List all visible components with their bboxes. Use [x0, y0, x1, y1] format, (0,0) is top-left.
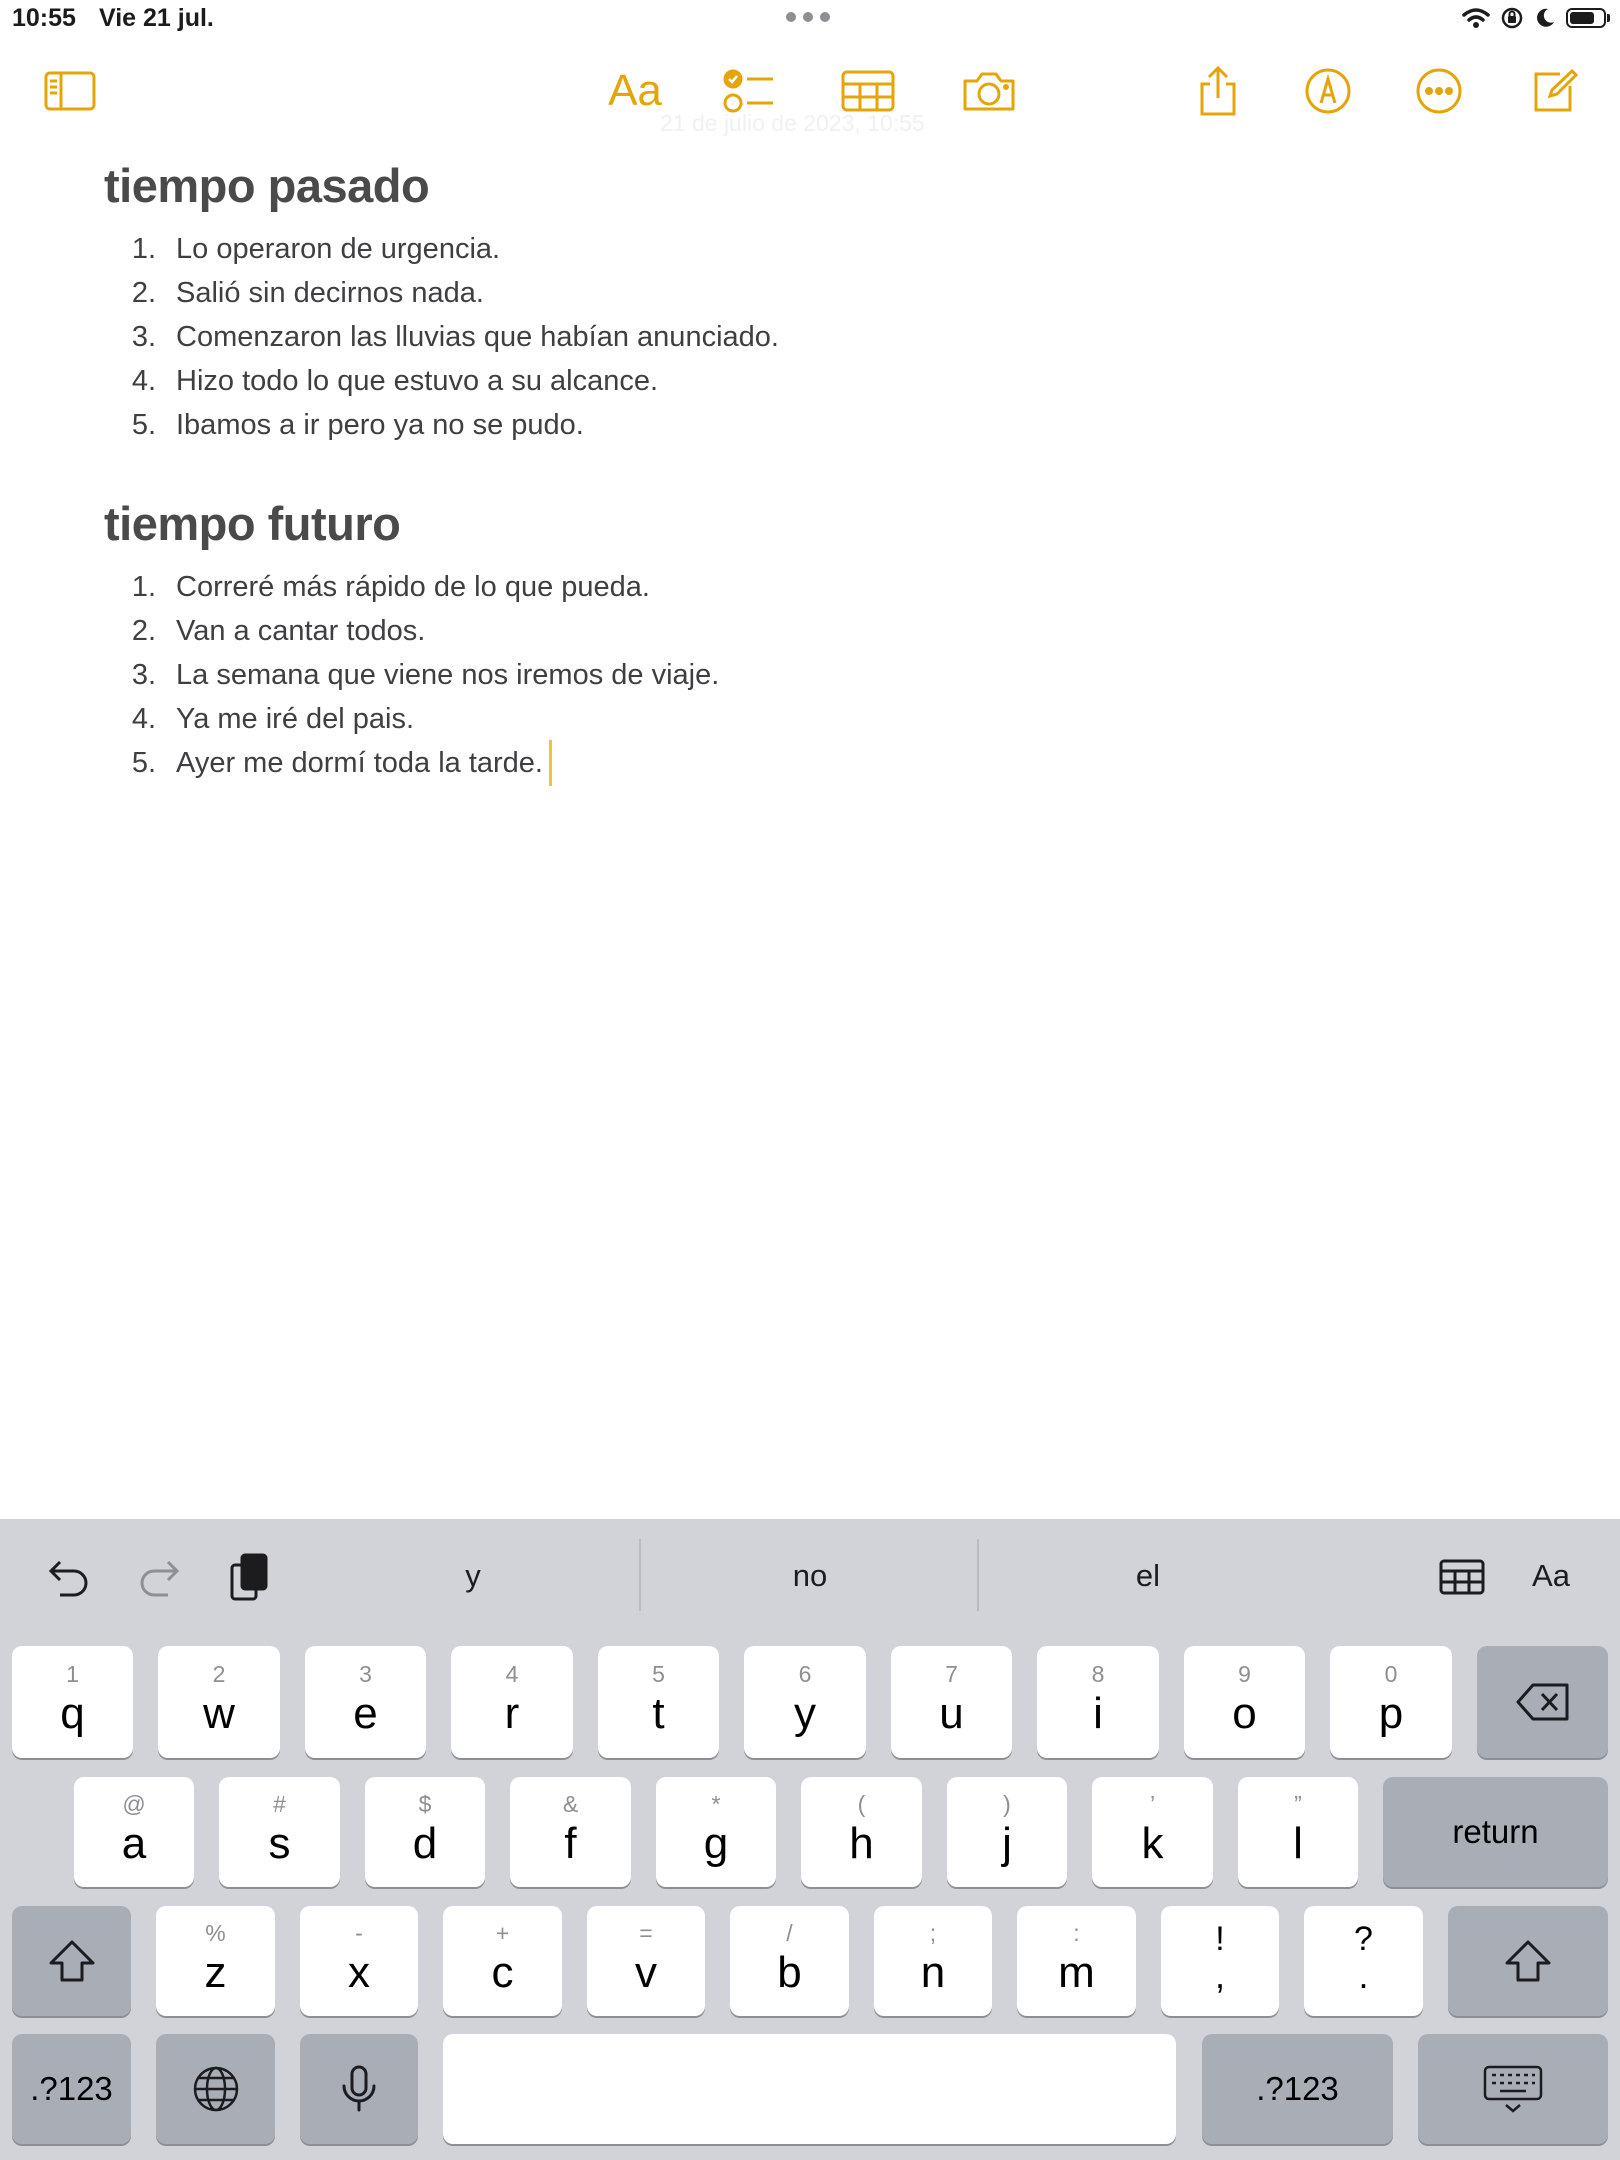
key-k[interactable]: ’ k: [1092, 1777, 1213, 1887]
undo-button[interactable]: [40, 1549, 96, 1605]
key-t[interactable]: 5 t: [598, 1646, 719, 1758]
list-number: 2.: [131, 276, 156, 309]
text-cursor: [549, 740, 552, 786]
list-item[interactable]: [104, 609, 719, 653]
status-icons: [1462, 6, 1610, 30]
shift-key-right[interactable]: [1448, 1906, 1608, 2016]
status-date: Vie 21 jul.: [99, 4, 214, 32]
divider: [639, 1539, 641, 1611]
globe-key[interactable]: [156, 2034, 275, 2144]
key-l[interactable]: ” l: [1238, 1777, 1358, 1887]
keyboard-dismiss-icon: [1482, 2064, 1544, 2114]
list-item-text: Lo operaron de urgencia.: [176, 232, 501, 265]
on-screen-keyboard: [0, 1519, 1620, 2160]
dismiss-keyboard-key[interactable]: [1418, 2034, 1608, 2144]
key-f[interactable]: & f: [510, 1777, 631, 1887]
numbered-list[interactable]: [104, 227, 779, 447]
share-icon: [1196, 66, 1240, 116]
key-y[interactable]: 6 y: [744, 1646, 866, 1758]
more-options-button[interactable]: [1409, 62, 1469, 120]
key-s[interactable]: # s: [219, 1777, 340, 1887]
key-w[interactable]: 2 w: [158, 1646, 280, 1758]
compose-icon: [1530, 68, 1578, 114]
suggestion-2[interactable]: no: [792, 1558, 828, 1593]
sidebar-toggle-button[interactable]: [40, 62, 100, 120]
shift-arrow-icon: [1504, 1939, 1552, 1983]
list-item-text: La semana que viene nos iremos de viaje.: [176, 658, 720, 691]
delete-backspace-icon: [1515, 1682, 1571, 1722]
section-heading[interactable]: tiempo futuro: [104, 497, 401, 550]
table-icon: [841, 70, 895, 112]
numbers-key-right[interactable]: .?123: [1202, 2034, 1393, 2144]
markup-button[interactable]: [1298, 62, 1358, 120]
table-icon: [1439, 1559, 1485, 1595]
key-period[interactable]: ? .: [1304, 1906, 1423, 2016]
note-date: 21 de julio de 2023, 10:55: [660, 110, 925, 136]
key-d[interactable]: $ d: [365, 1777, 485, 1887]
list-item-text: Ayer me dormí toda la tarde.: [176, 746, 543, 779]
shift-arrow-icon: [48, 1939, 96, 1983]
key-z[interactable]: % z: [156, 1906, 275, 2016]
return-key[interactable]: [1383, 1777, 1608, 1887]
suggestion-3[interactable]: el: [1135, 1558, 1161, 1593]
list-item[interactable]: [104, 359, 779, 403]
key-i[interactable]: 8 i: [1037, 1646, 1159, 1758]
list-item-text: Hizo todo lo que estuvo a su alcance.: [176, 364, 659, 397]
key-p[interactable]: 0 p: [1330, 1646, 1452, 1758]
status-time: 10:55: [12, 4, 76, 32]
compose-note-button[interactable]: [1524, 62, 1584, 120]
list-item[interactable]: [104, 315, 779, 359]
key-m[interactable]: : m: [1017, 1906, 1136, 2016]
format-text-label: Aa: [608, 66, 662, 115]
list-number: 4.: [131, 702, 156, 735]
multitasking-dots-icon[interactable]: [786, 12, 832, 24]
key-r[interactable]: 4 r: [451, 1646, 573, 1758]
divider: [977, 1539, 979, 1611]
list-item-text: Van a cantar todos.: [176, 614, 426, 647]
keyboard-table-button[interactable]: [1434, 1549, 1490, 1605]
numbers-key-left[interactable]: .?123: [12, 2034, 131, 2144]
key-h[interactable]: ( h: [801, 1777, 922, 1887]
wifi-icon: [1462, 7, 1490, 29]
key-comma[interactable]: ! ,: [1161, 1906, 1279, 2016]
redo-icon: [138, 1557, 182, 1597]
list-number: 5.: [131, 746, 156, 779]
list-item-text: Comenzaron las lluvias que habían anunciado.: [176, 320, 779, 353]
section-heading[interactable]: tiempo pasado: [104, 159, 430, 212]
suggestion-1[interactable]: y: [465, 1558, 481, 1593]
keyboard-shortcut-bar: [0, 1519, 1620, 1634]
key-o[interactable]: 9 o: [1184, 1646, 1305, 1758]
key-a[interactable]: @ a: [74, 1777, 194, 1887]
key-u[interactable]: 7 u: [891, 1646, 1012, 1758]
list-item[interactable]: [104, 653, 719, 697]
globe-icon: [192, 2065, 240, 2113]
camera-icon: [961, 69, 1017, 113]
delete-key[interactable]: [1477, 1646, 1608, 1758]
ellipsis-circle-icon: [1415, 67, 1463, 115]
list-item[interactable]: [104, 227, 779, 271]
battery-icon: [1566, 8, 1606, 28]
list-item[interactable]: [104, 741, 719, 785]
key-x[interactable]: - x: [300, 1906, 418, 2016]
list-number: 1.: [131, 570, 156, 603]
redo-button[interactable]: [132, 1549, 188, 1605]
microphone-icon: [339, 2064, 379, 2114]
list-number: 3.: [131, 320, 156, 353]
list-number: 4.: [131, 364, 156, 397]
key-q[interactable]: 1 q: [12, 1646, 133, 1758]
undo-icon: [46, 1557, 90, 1597]
clipboard-icon: [228, 1551, 272, 1603]
list-number: 3.: [131, 658, 156, 691]
share-button[interactable]: [1188, 62, 1248, 120]
markup-pen-icon: [1304, 67, 1352, 115]
do-not-disturb-moon-icon: [1534, 7, 1556, 29]
checklist-icon: [721, 68, 775, 114]
battery-tip: [1607, 14, 1610, 22]
sidebar-icon: [44, 71, 96, 111]
space-bar[interactable]: [443, 2034, 1176, 2144]
list-number: 1.: [131, 232, 156, 265]
key-e[interactable]: 3 e: [305, 1646, 426, 1758]
key-b[interactable]: / b: [730, 1906, 849, 2016]
shift-key-left[interactable]: [12, 1906, 131, 2016]
key-g[interactable]: * g: [656, 1777, 776, 1887]
list-item-text: Ya me iré del pais.: [176, 702, 415, 735]
list-item-text: Salió sin decirnos nada.: [176, 276, 484, 309]
keyboard-format-button[interactable]: Aa: [1532, 1558, 1570, 1593]
key-n[interactable]: ; n: [874, 1906, 992, 2016]
list-item[interactable]: [104, 565, 719, 609]
paste-button[interactable]: [222, 1549, 278, 1605]
list-item[interactable]: [104, 403, 779, 447]
key-c[interactable]: + c: [443, 1906, 562, 2016]
key-v[interactable]: = v: [587, 1906, 705, 2016]
list-item[interactable]: [104, 697, 719, 741]
list-number: 2.: [131, 614, 156, 647]
key-j[interactable]: ) j: [947, 1777, 1067, 1887]
orientation-lock-icon: [1500, 6, 1524, 30]
numbered-list[interactable]: [104, 565, 719, 785]
list-item-text: Ibamos a ir pero ya no se pudo.: [176, 408, 584, 441]
dictation-key[interactable]: [300, 2034, 418, 2144]
return-label: return: [1452, 1813, 1539, 1850]
list-item[interactable]: [104, 271, 779, 315]
list-number: 5.: [131, 408, 156, 441]
list-item-text: Correré más rápido de lo que pueda.: [176, 570, 650, 603]
camera-button[interactable]: [959, 62, 1019, 120]
